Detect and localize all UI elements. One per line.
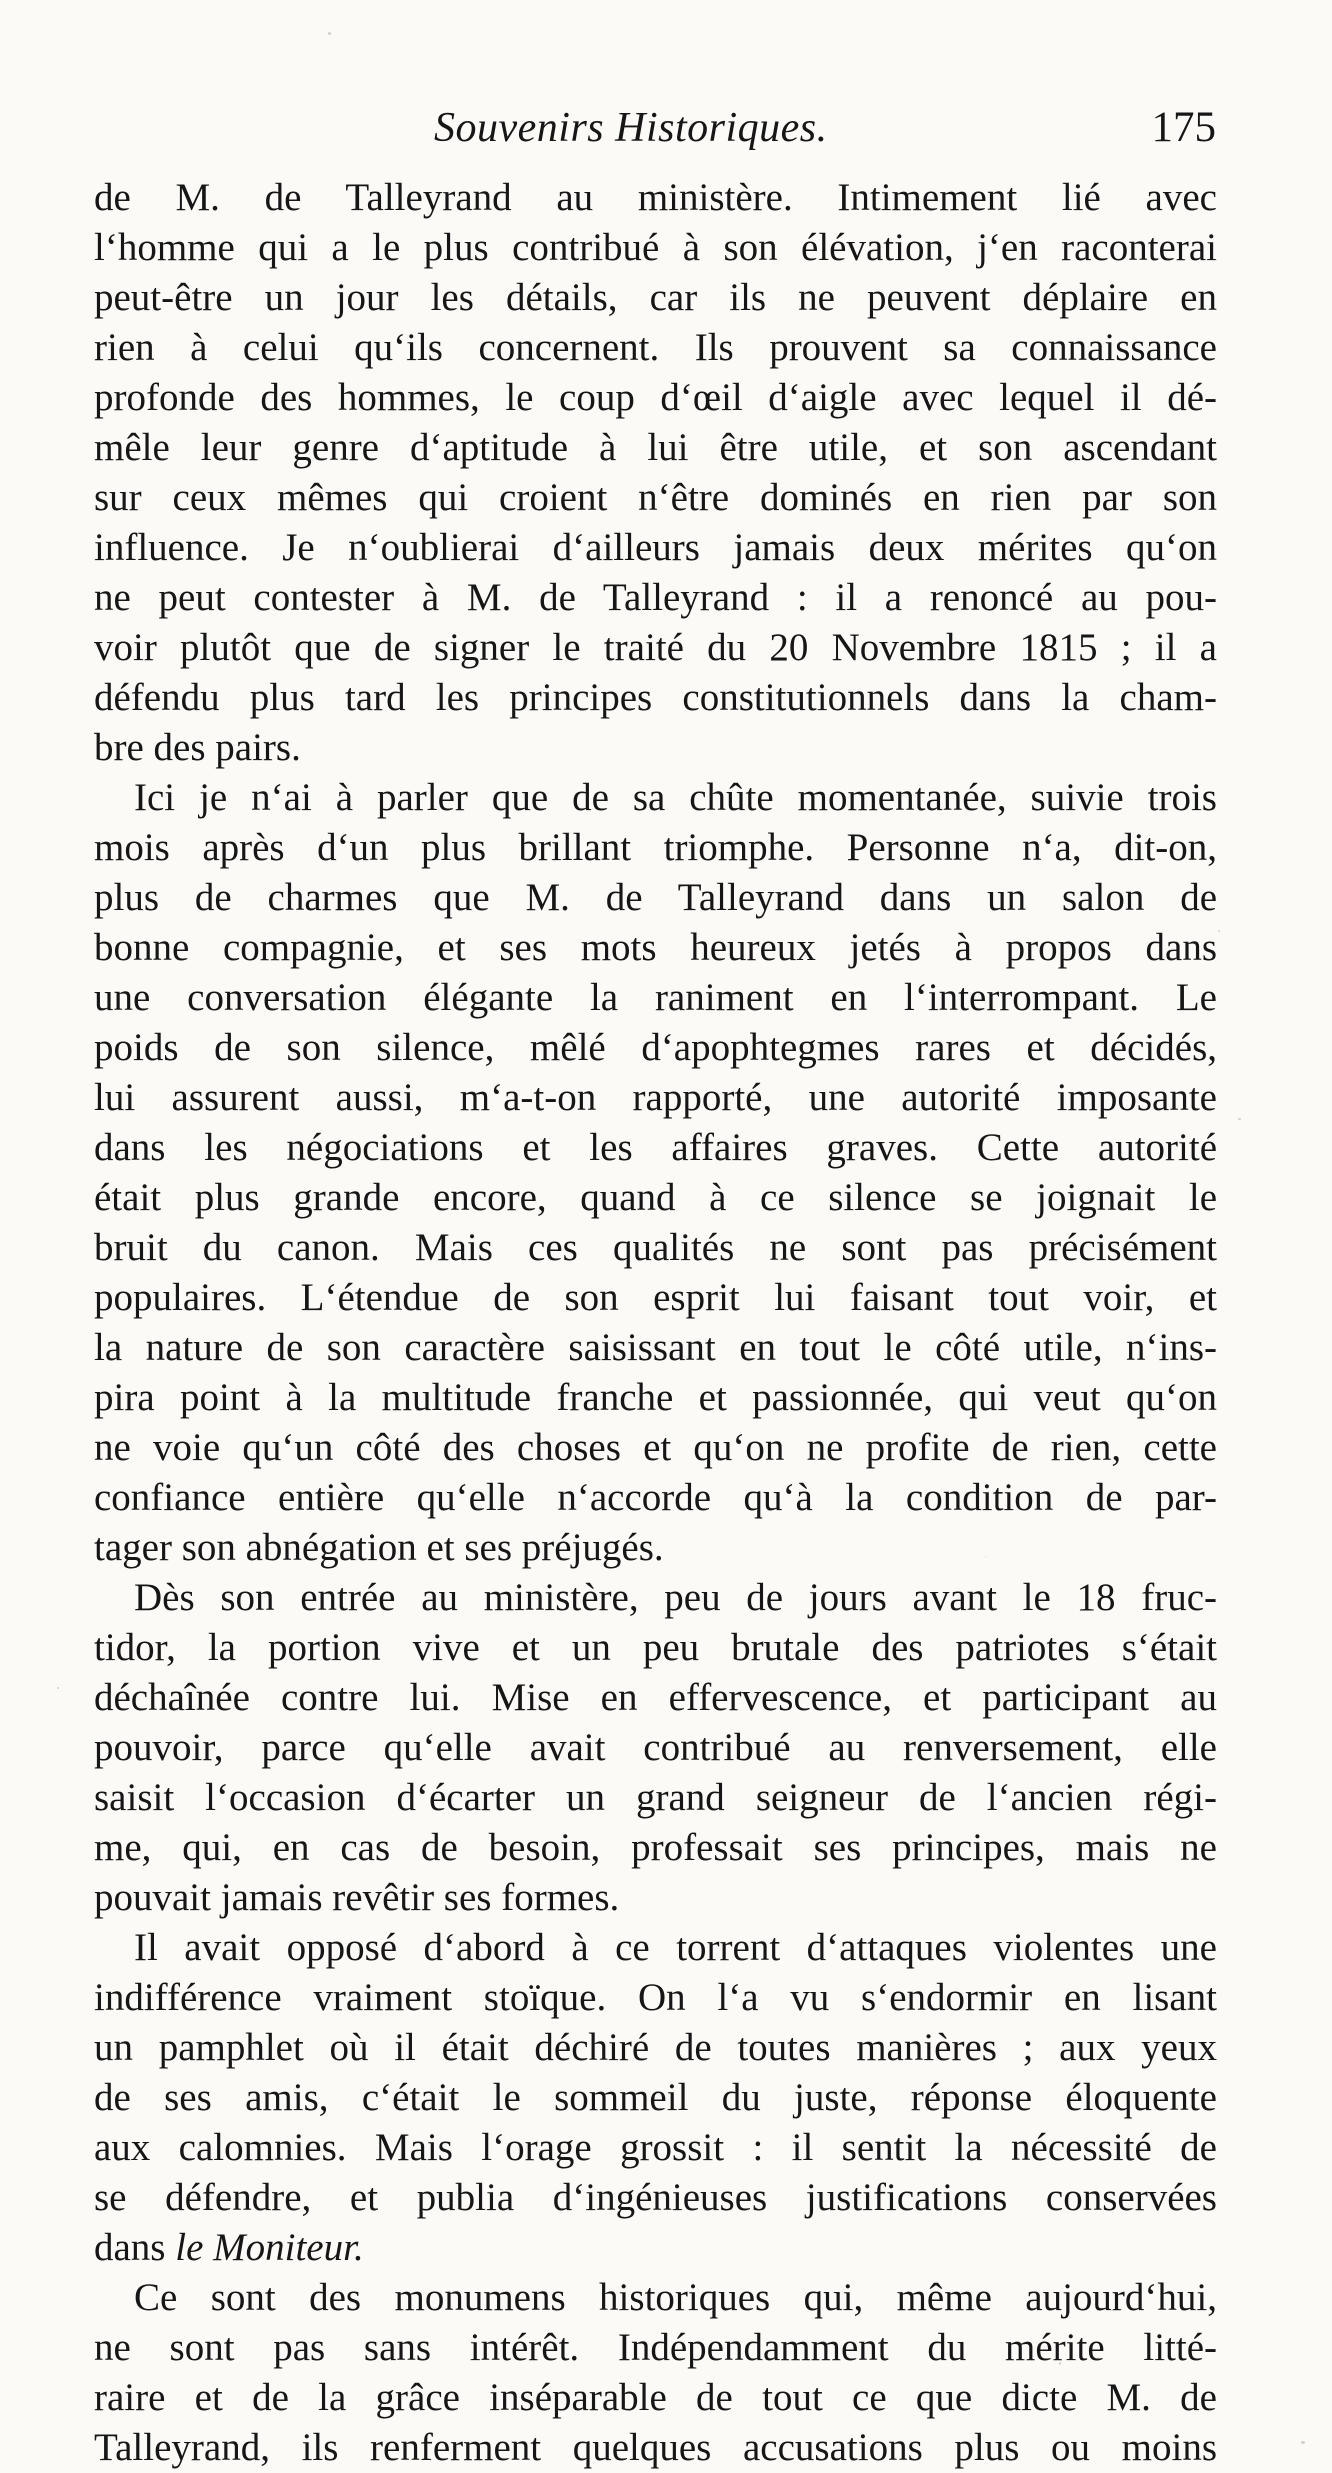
- text-line: se défendre, et publia d‘ingénieuses justifications conservées: [94, 2176, 1217, 2219]
- text-line: ne sont pas sans intérêt. Indépendamment du mérite litté-: [94, 2326, 1217, 2369]
- text-line: défendu plus tard les principes constitutionnels dans la cham-: [94, 676, 1217, 719]
- text-line: me, qui, en cas de besoin, professait ses principes, mais ne: [94, 1826, 1217, 1869]
- text-line: tidor, la portion vive et un peu brutale des patriotes s‘était: [94, 1626, 1217, 1669]
- text-line: bonne compagnie, et ses mots heureux jetés à propos dans: [94, 926, 1217, 969]
- paragraph-end-line: pouvait jamais revêtir ses formes.: [94, 1876, 620, 1919]
- paragraph-end-line: [94, 2223, 1217, 2273]
- text-line: plus de charmes que M. de Talleyrand dans un salon de: [94, 876, 1217, 919]
- text-line: Talleyrand, ils renferment quelques accusations plus ou moins: [94, 2426, 1217, 2469]
- running-title: Souvenirs Historiques.: [434, 105, 828, 151]
- text-line: pouvoir, parce qu‘elle avait contribué au renversement, elle: [94, 1726, 1217, 1769]
- text-line: déchaînée contre lui. Mise en effervescence, et participant au: [94, 1676, 1217, 1719]
- text-line: populaires. L‘étendue de son esprit lui faisant tout voir, et: [94, 1276, 1217, 1319]
- text-line: voir plutôt que de signer le traité du 20 Novembre 1815 ; il a: [94, 626, 1217, 669]
- scan-speck: [1218, 930, 1220, 932]
- italic-title: le Moniteur.: [175, 2226, 364, 2269]
- text-line: ne peut contester à M. de Talleyrand : il a renoncé au pou-: [94, 576, 1217, 619]
- paragraph-end-line: bre des pairs.: [94, 726, 301, 769]
- page-number: 175: [1151, 104, 1216, 151]
- text-line: peut-être un jour les détails, car ils ne peuvent déplaire en: [94, 276, 1217, 319]
- text-line: dans les négociations et les affaires graves. Cette autorité: [94, 1126, 1217, 1169]
- paragraph-start-line: Dès son entrée au ministère, peu de jours avant le 18 fruc-: [134, 1576, 1217, 1619]
- text-line: de ses amis, c‘était le sommeil du juste, réponse éloquente: [94, 2076, 1217, 2119]
- running-head: [96, 103, 1216, 153]
- scan-speck: [328, 32, 331, 35]
- text-line: pira point à la multitude franche et passionnée, qui veut qu‘on: [94, 1376, 1217, 1419]
- text-line: un pamphlet où il était déchiré de toutes manières ; aux yeux: [94, 2026, 1217, 2069]
- text-line: la nature de son caractère saisissant en tout le côté utile, n‘ins-: [94, 1326, 1217, 1369]
- text-line: était plus grande encore, quand à ce silence se joignait le: [94, 1176, 1217, 1219]
- text-run: dans: [94, 2226, 166, 2269]
- text-line: l‘homme qui a le plus contribué à son élévation, j‘en raconterai: [94, 226, 1217, 269]
- scan-speck: [1238, 1118, 1241, 1120]
- text-line: confiance entière qu‘elle n‘accorde qu‘à la condition de par-: [94, 1476, 1217, 1519]
- text-line: raire et de la grâce inséparable de tout ce que dicte M. de: [94, 2376, 1217, 2419]
- text-line: influence. Je n‘oublierai d‘ailleurs jamais deux mérites qu‘on: [94, 526, 1217, 569]
- text-line: lui assurent aussi, m‘a-t-on rapporté, une autorité imposante: [94, 1076, 1217, 1119]
- scan-speck: [57, 1687, 59, 1689]
- text-line: ne voie qu‘un côté des choses et qu‘on ne profite de rien, cette: [94, 1426, 1217, 1469]
- text-line: aux calomnies. Mais l‘orage grossit : il sentit la nécessité de: [94, 2126, 1217, 2169]
- scan-speck: [1301, 2441, 1305, 2444]
- text-line: profonde des hommes, le coup d‘œil d‘aigle avec lequel il dé-: [94, 376, 1217, 419]
- text-line: mois après d‘un plus brillant triomphe. Personne n‘a, dit-on,: [94, 826, 1217, 869]
- paragraph-start-line: Ce sont des monumens historiques qui, même aujourd‘hui,: [134, 2276, 1217, 2319]
- body-text: [94, 173, 1217, 2469]
- paragraph-start-line: Ici je n‘ai à parler que de sa chûte momentanée, suivie trois: [134, 776, 1217, 819]
- text-line: bruit du canon. Mais ces qualités ne sont pas précisément: [94, 1226, 1217, 1269]
- paragraph-start-line: Il avait opposé d‘abord à ce torrent d‘attaques violentes une: [134, 1926, 1217, 1969]
- text-line: poids de son silence, mêlé d‘apophtegmes rares et décidés,: [94, 1026, 1217, 1069]
- text-line: mêle leur genre d‘aptitude à lui être utile, et son ascendant: [94, 426, 1217, 469]
- text-line: sur ceux mêmes qui croient n‘être dominés en rien par son: [94, 476, 1217, 519]
- paragraph-end-line: tager son abnégation et ses préjugés.: [94, 1526, 664, 1569]
- text-line: indifférence vraiment stoïque. On l‘a vu s‘endormir en lisant: [94, 1976, 1217, 2019]
- text-line: saisit l‘occasion d‘écarter un grand seigneur de l‘ancien régi-: [94, 1776, 1217, 1819]
- text-line: une conversation élégante la raniment en l‘interrompant. Le: [94, 976, 1217, 1019]
- text-line: de M. de Talleyrand au ministère. Intimement lié avec: [94, 176, 1217, 219]
- text-line: rien à celui qu‘ils concernent. Ils prouvent sa connaissance: [94, 326, 1217, 369]
